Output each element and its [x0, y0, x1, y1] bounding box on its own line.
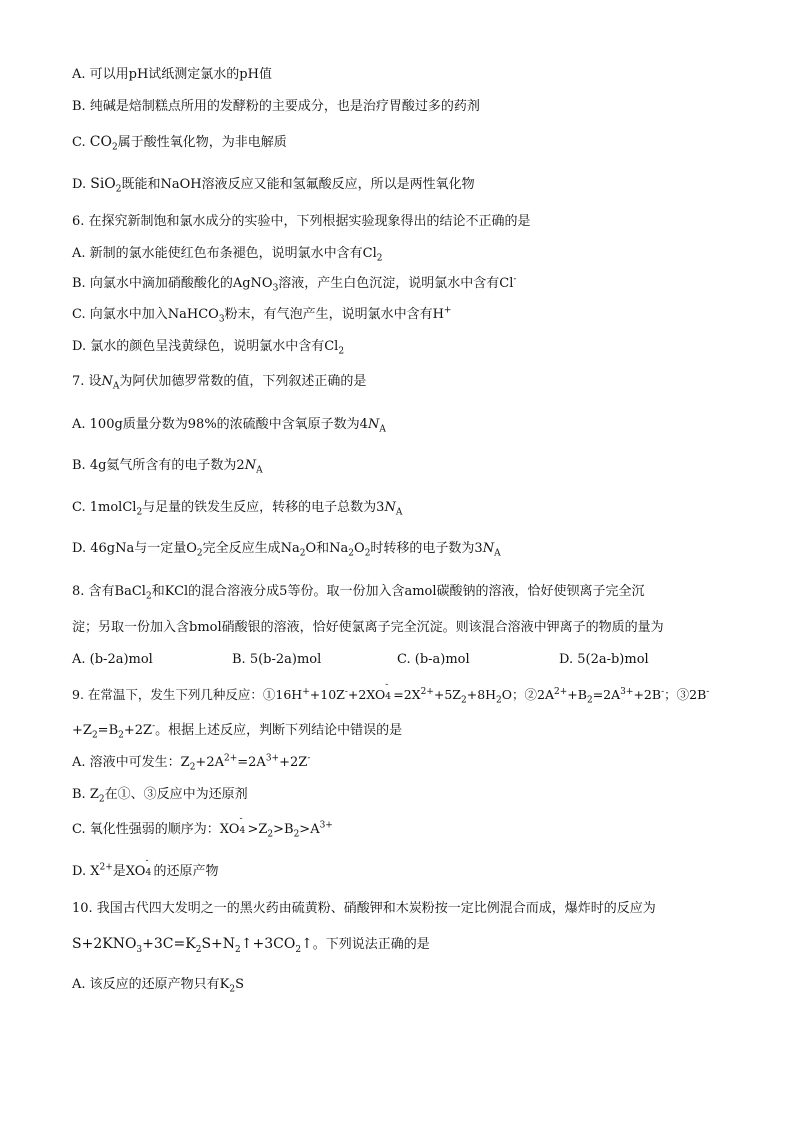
q9-option-d: D. $X^{2+}$是XO - 4 的还原产物 — [72, 856, 219, 879]
q9-option-c: C. 氧化性强弱的顺序为：XO - 4 $>Z_2>B_2>A^{3+}$ — [72, 814, 333, 840]
q7-stem: 7. 设$N_A$为阿伏加德罗常数的值，下列叙述正确的是 — [72, 374, 367, 392]
q9-stem-line2: $+Z_2=B_2+2Z^-$。根据上述反应，判断下列结论中错误的是 — [72, 721, 403, 741]
q10-stem-line1: 10. 我国古代四大发明之一的黑火药由硫黄粉、硝酸钾和木炭粉按一定比例混合而成，爆炸时的反应为 — [72, 901, 656, 916]
q6-option-b: B. 向氯水中滴加硝酸酸化的AgNO$_3$溶液，产生白色沉淀，说明氯水中含有Cl- — [72, 274, 517, 294]
q8-options — [72, 651, 732, 669]
q8-stem-line1: 8. 含有BaCl$_2$和KCl的混合溶液分成5等份。取一份加入含amol碳酸钠的溶液，恰好使钡离子完全沉 — [72, 584, 645, 602]
q8-option-a: A. (b-2a)mol — [72, 652, 153, 667]
q7-option-c: C. 1molCl$_2$与足量的铁发生反应，转移的电子总数为$3N_A$ — [72, 500, 403, 518]
q6-stem: 6. 在探究新制饱和氯水成分的实验中，下列根据实验现象得出的结论不正确的是 — [72, 214, 531, 229]
q7-option-a: A. 100g质量分数为98%的浓硫酸中含氧原子数为$4N_A$ — [72, 417, 386, 435]
q8-option-c: C. (b-a)mol — [397, 652, 470, 667]
q8-stem-line2: 淀；另取一份加入含bmol硝酸银的溶液，恰好使氯离子完全沉淀。则该混合溶液中钾离子的物质的量为 — [72, 620, 664, 635]
q5-option-b: B. 纯碱是焙制糕点所用的发酵粉的主要成分，也是治疗胃酸过多的药剂 — [72, 99, 480, 114]
q9-stem-line1: 9. 在常温下，发生下列几种反应：①16H++10Z-+2XO - 4 $=2X^{2+}+5Z_2+8H_2O$；$②2A^{2+}+B_2=2A^{3+}+2B^-$；③2B- — [72, 680, 710, 706]
q6-option-d: D. 氯水的颜色呈浅黄绿色，说明氯水中含有$Cl_2$ — [72, 339, 345, 357]
q5-option-d: D. SiO$_2$既能和NaOH溶液反应又能和氢氟酸反应，所以是两性氧化物 — [72, 176, 475, 195]
q7-option-d: D. 46gNa与一定量$O_2$完全反应生成$Na_2O$和$Na_2O_2$时转移的电子数为$3N_A$ — [72, 541, 501, 559]
q10-option-a: A. 该反应的还原产物只有$K_2S$ — [72, 977, 245, 995]
charge-stack: - 4 — [239, 814, 246, 836]
q9-option-a: A. 溶液中可发生：$Z_2+2A^{2+}=2A^{3+}+2Z^-$ — [72, 753, 311, 773]
charge-stack: - 4 — [145, 856, 152, 878]
q6-option-c: C. 向氯水中加入NaHCO$_3$粉末，有气泡产生，说明氯水中含有H+ — [72, 305, 452, 325]
charge-stack: - 4 — [385, 680, 391, 702]
q7-option-b: B. 4g氦气所含有的电子数为$2N_A$ — [72, 458, 263, 476]
q9-option-b: B. $Z_2$在①、③反应中为还原剂 — [72, 787, 248, 805]
q10-equation-line: $S+2KNO_3+3C=K_2S+N_2↑+3CO_2↑$。下列说法正确的是 — [72, 936, 430, 955]
q6-option-a: A. 新制的氯水能使红色布条褪色，说明氯水中含有$Cl_2$ — [72, 246, 383, 264]
q5-option-a: A. 可以用pH试纸测定氯水的pH值 — [72, 67, 272, 82]
q8-option-b: B. 5(b-2a)mol — [232, 652, 322, 667]
q8-option-d: D. 5(2a-b)mol — [559, 652, 649, 667]
q5-option-c: C. $CO_2$属于酸性氧化物，为非电解质 — [72, 134, 287, 153]
